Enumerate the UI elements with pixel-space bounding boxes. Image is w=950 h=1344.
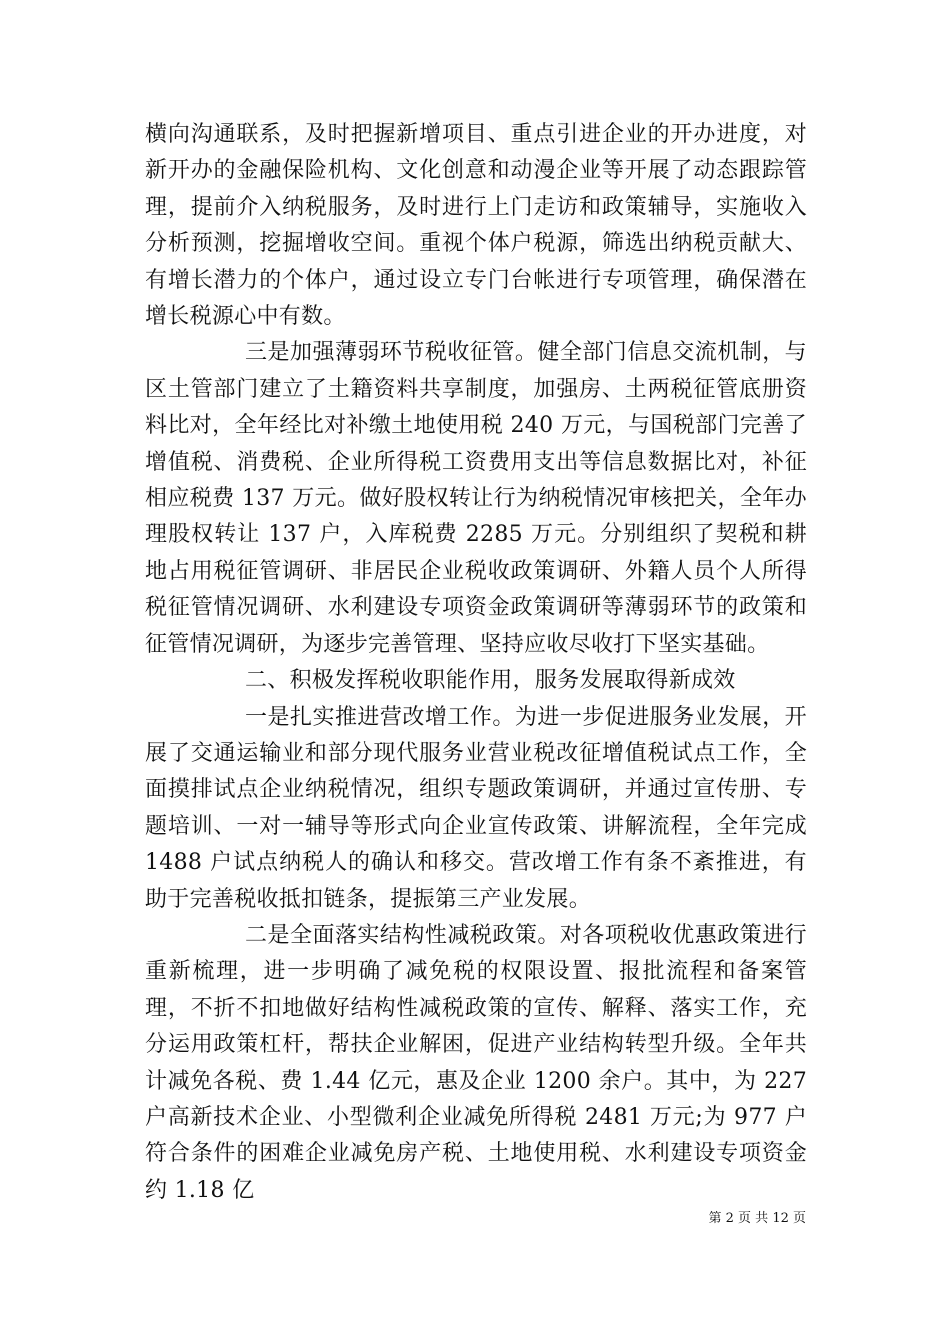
paragraph-weak-link-tax-collection: 三是加强薄弱环节税收征管。健全部门信息交流机制，与区土管部门建立了土籍资料共享制度，加强房、土两税征管底册资料比对，全年经比对补缴土地使用税 240 万元，与国税部门完善了增值税、消费税、企业所得税工资费用支出等信息数据比对，补征相应税费 137 万元。做好股权转让行为纳税情况审核把关，全年办理股权转让 137 户，入库税费 2285 万元。分别组织了契税和耕地占用税征管调研、非居民企业税收政策调研、外籍人员个人所得税征管情况调研、水利建设专项资金政策调研等薄弱环节的政策和征管情况调研，为逐步完善管理、坚持应收尽收打下坚实基础。 — [145, 340, 807, 657]
paragraph-vat-reform: 一是扎实推进营改增工作。为进一步促进服务业发展，开展了交通运输业和部分现代服务业营业税改征增值税试点工作，全面摸排试点企业纳税情况，组织专题政策调研，并通过宣传册、专题培训、一对一辅导等形式向企业宣传政策、讲解流程，全年完成 1488 户试点纳税人的确认和移交。营改增工作有条不紊推进，有助于完善税收抵扣链条，提振第三产业发展。 — [145, 704, 807, 912]
paragraph-continuation: 横向沟通联系，及时把握新增项目、重点引进企业的开办进度，对新开办的金融保险机构、文化创意和动漫企业等开展了动态跟踪管理，提前介入纳税服务，及时进行上门走访和政策辅导，实施收入分析预测，挖掘增收空间。重视个体户税源，筛选出纳税贡献大、有增长潜力的个体户，通过设立专门台帐进行专项管理，确保潜在增长税源心中有数。 — [145, 122, 807, 330]
page-number: 第 2 页 共 12 页 — [708, 1211, 806, 1226]
paragraph-structural-tax-cut: 二是全面落实结构性减税政策。对各项税收优惠政策进行重新梳理，进一步明确了减免税的权限设置、报批流程和备案管理，不折不扣地做好结构性减税政策的宣传、解释、落实工作，充分运用政策杠杆，帮扶企业解困，促进产业结构转型升级。全年共计减免各税、费 1.44 亿元，惠及企业 1200 余户。其中，为 227 户高新技术企业、小型微利企业减免所得税 2481 万元;为 977 户符合条件的困难企业减免房产税、土地使用税、水利建设专项资金约 1.18 亿 — [145, 922, 807, 1203]
section-heading-tax-function: 二、积极发挥税收职能作用，服务发展取得新成效 — [245, 668, 736, 694]
document-body — [145, 117, 807, 1209]
